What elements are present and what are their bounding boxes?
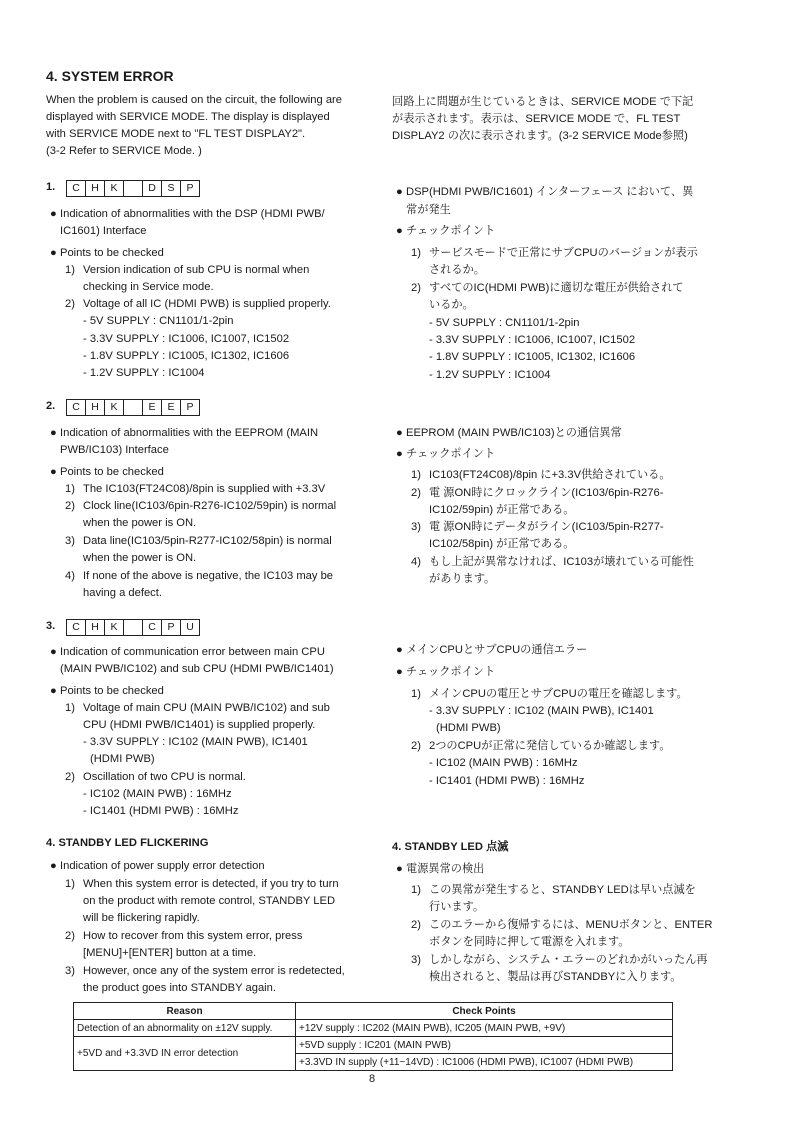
table-cell: +3.3VD IN supply (+11~14VD) : IC1006 (HDMI PWB), IC1007 (HDMI PWB) — [296, 1054, 673, 1071]
bullet-icon: ● — [396, 644, 403, 656]
code-char: C — [66, 619, 86, 636]
code-char: C — [66, 180, 86, 197]
bullet-icon: ● — [396, 863, 403, 875]
code-char: P — [161, 619, 181, 636]
bullet-icon: ● — [50, 466, 57, 478]
table-cell: +5VD supply : IC201 (MAIN PWB) — [296, 1037, 673, 1054]
table-row — [74, 1020, 673, 1037]
code-char — [123, 619, 143, 636]
code-char — [123, 399, 143, 416]
code-char: P — [180, 399, 200, 416]
code-char: U — [180, 619, 200, 636]
bullet-icon: ● — [50, 247, 57, 259]
table-cell: +5VD and +3.3VD IN error detection — [74, 1037, 296, 1071]
table-cell: Detection of an abnormality on ±12V supply. — [74, 1020, 296, 1037]
s1-number: 1. — [46, 181, 56, 193]
bullet-icon: ● — [396, 427, 403, 439]
bullet-icon: ● — [50, 427, 57, 439]
s3-code-boxes — [66, 619, 199, 636]
bullet-icon: ● — [50, 685, 57, 697]
bullet-icon: ● — [50, 208, 57, 220]
bullet-icon: ● — [50, 860, 57, 872]
code-char: K — [104, 399, 124, 416]
page-number: 8 — [369, 1073, 376, 1085]
code-char: H — [85, 619, 105, 636]
intro-en: When the problem is caused on the circuit, the following are displayed with SERVICE MODE. The display is displayed with SERVICE MODE next to "FL TEST DISPLAY2". (3-2 Refer to SERVICE Mode. ) — [46, 94, 343, 157]
table-cell: +12V supply : IC202 (MAIN PWB), IC205 (MAIN PWB, +9V) — [296, 1020, 673, 1037]
code-char: E — [161, 399, 181, 416]
table-row — [74, 1037, 673, 1054]
code-char: P — [180, 180, 200, 197]
s4-heading-jp: 4. STANDBY LED 点滅 — [392, 841, 509, 853]
table-header: Check Points — [296, 1003, 673, 1020]
bullet-icon: ● — [396, 448, 403, 460]
code-char: K — [104, 180, 124, 197]
bullet-icon: ● — [50, 646, 57, 658]
bullet-icon: ● — [396, 186, 403, 198]
s2-number: 2. — [46, 400, 56, 412]
s2-code-boxes — [66, 399, 199, 416]
s3-number: 3. — [46, 620, 56, 632]
section-title: 4. SYSTEM ERROR — [46, 68, 174, 84]
code-char: H — [85, 399, 105, 416]
code-char: E — [142, 399, 162, 416]
code-char: D — [142, 180, 162, 197]
code-char: C — [66, 399, 86, 416]
code-char — [123, 180, 143, 197]
s1-code-boxes — [66, 180, 199, 197]
bullet-icon: ● — [396, 225, 403, 237]
code-char: S — [161, 180, 181, 197]
code-char: K — [104, 619, 124, 636]
table-header: Reason — [74, 1003, 296, 1020]
code-char: C — [142, 619, 162, 636]
s4-heading-en: 4. STANDBY LED FLICKERING — [46, 837, 209, 849]
code-char: H — [85, 180, 105, 197]
intro-jp: 回路上に問題が生じているときは、SERVICE MODE で下記 が表示されます。表示は、SERVICE MODE で、FL TEST DISPLAY2 の次に表示されます。(3-2 SERVICE Mode参照) — [392, 96, 694, 142]
bullet-icon: ● — [396, 666, 403, 678]
check-points-table — [73, 1002, 673, 1071]
table-header-row — [74, 1003, 673, 1020]
